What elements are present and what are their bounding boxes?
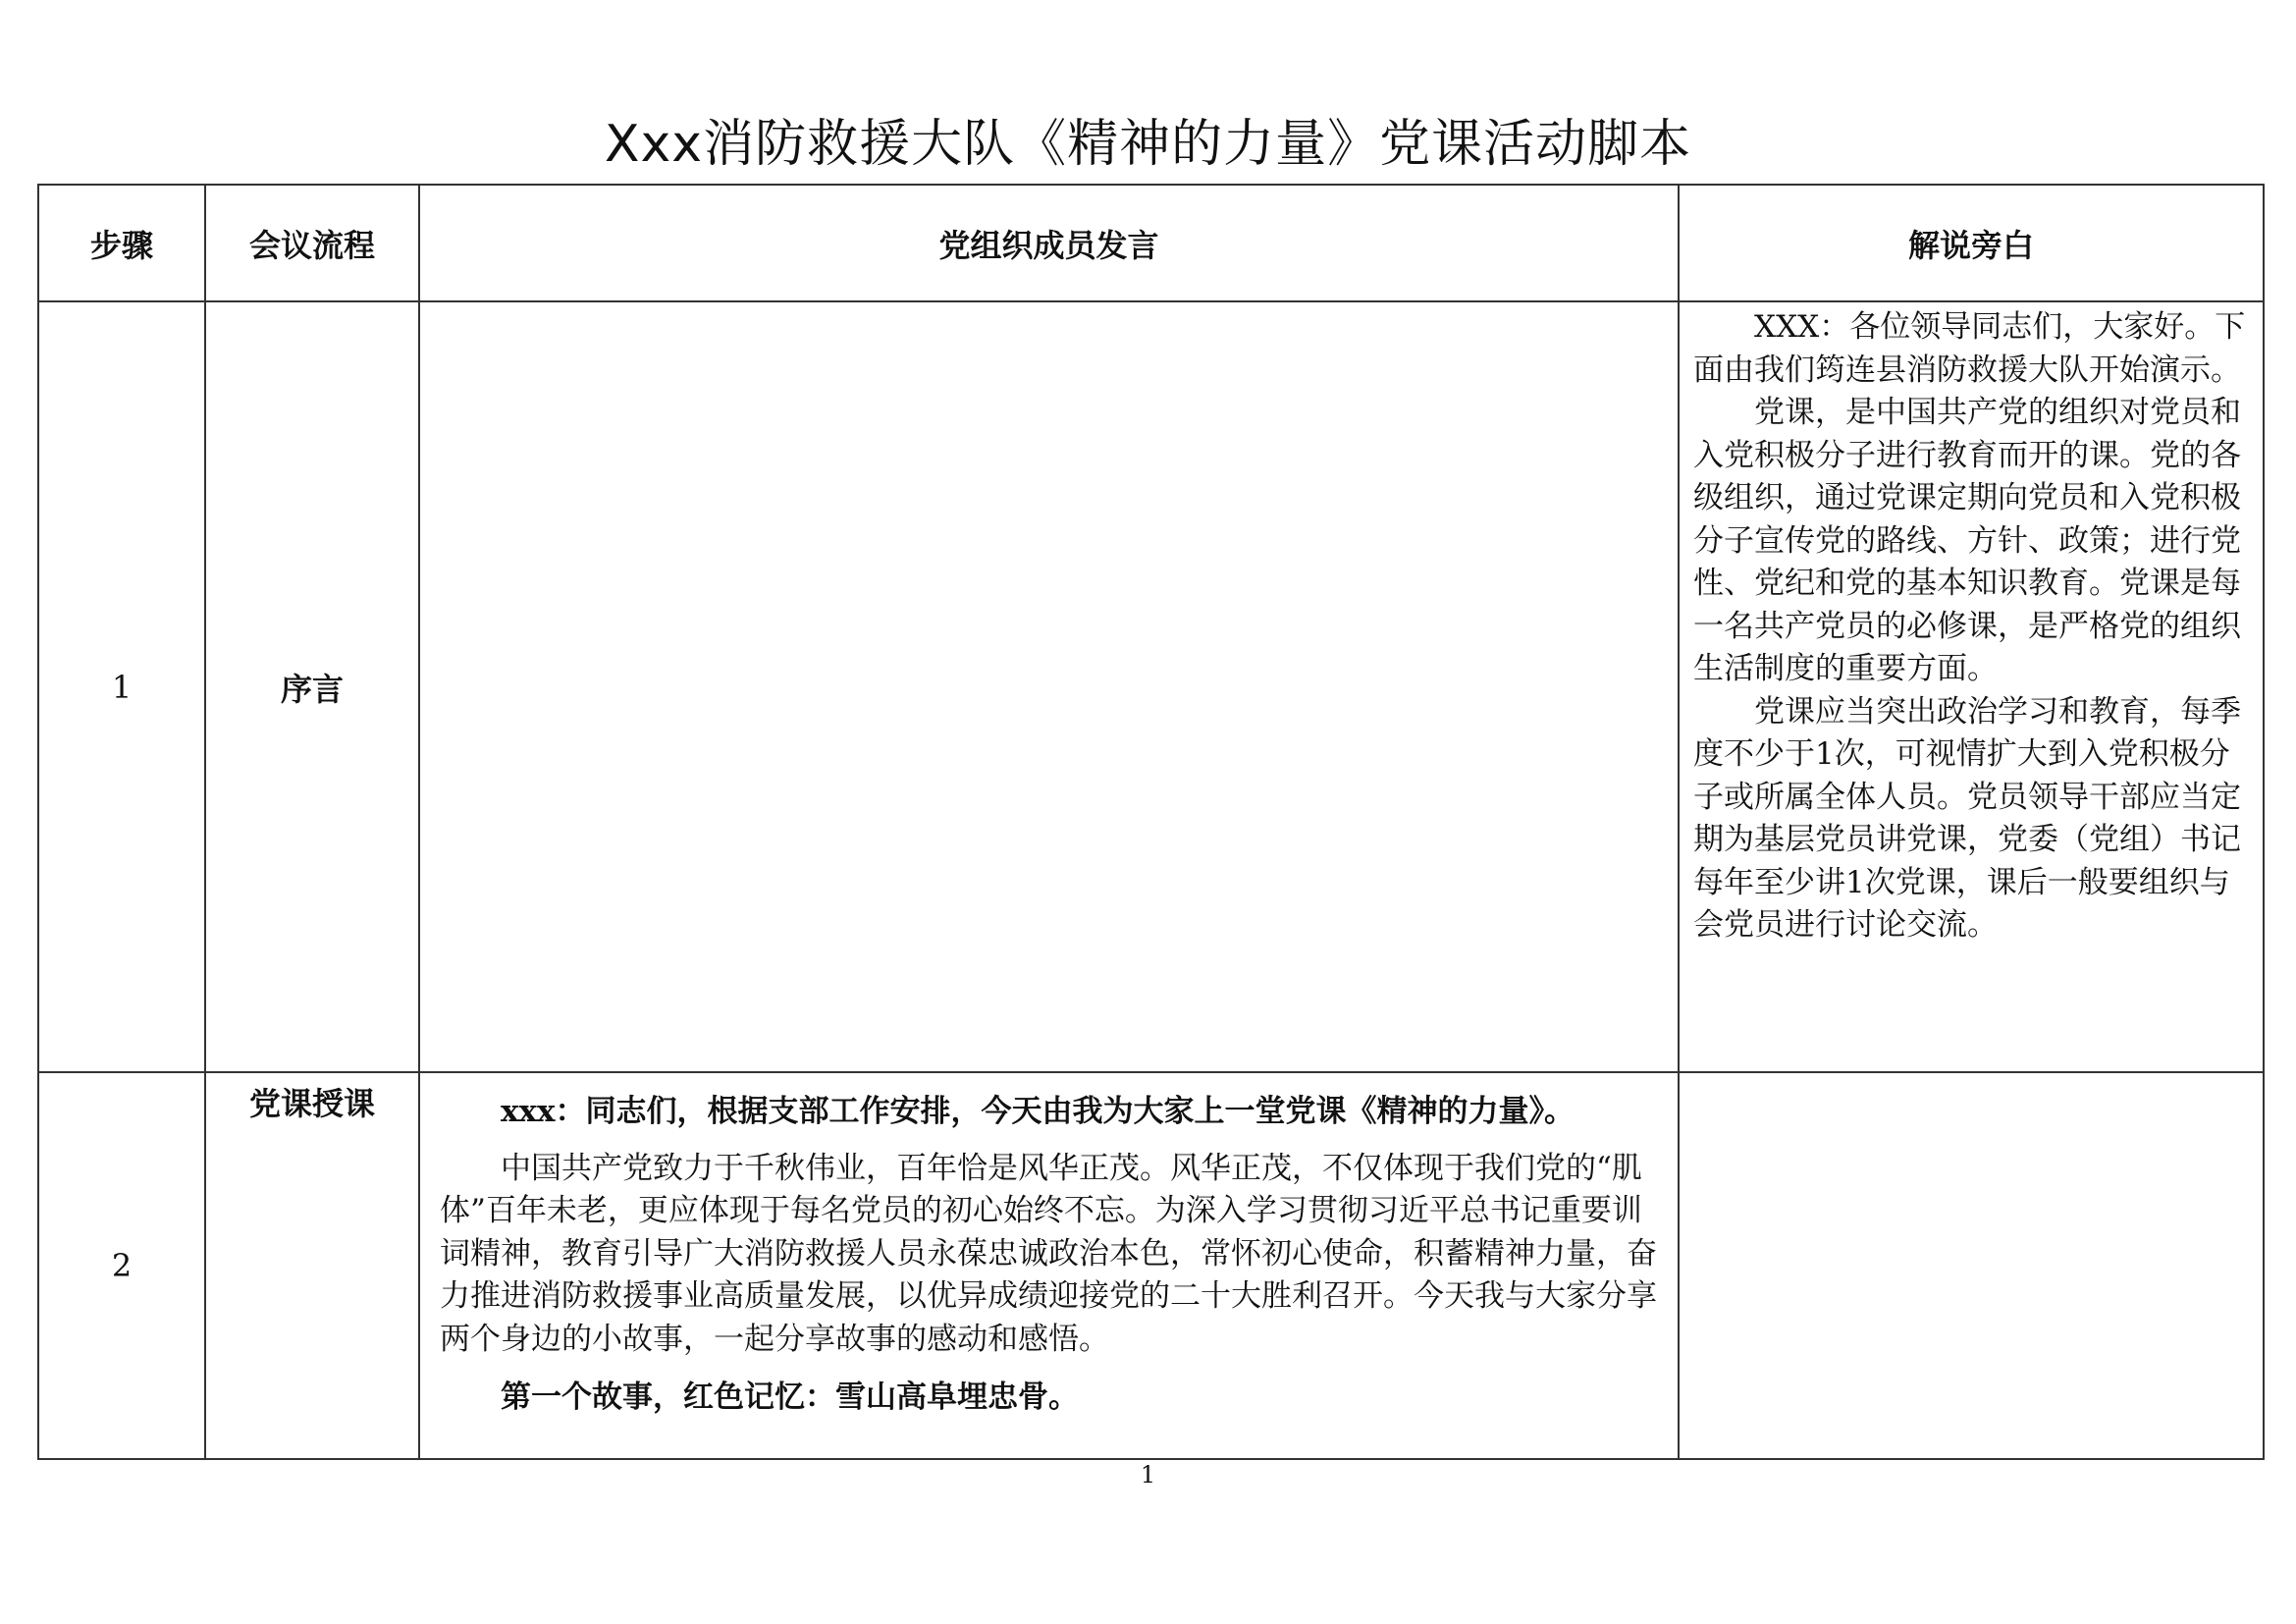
speech-story-heading: 第一个故事，红色记忆：雪山高阜埋忠骨。 bbox=[501, 1380, 1079, 1415]
header-narration: 解说旁白 bbox=[1679, 185, 2264, 301]
narration-paragraph: 党课应当突出政治学习和教育，每季度不少于1次，可视情扩大到入党积极分子或所属全体人员。党员领导干部应当定期为基层党员讲党课，党委（党组）书记每年至少讲1次党课，课后一般要组织与会党员进行讨论交流。 bbox=[1693, 693, 2241, 943]
page-number: 1 bbox=[1140, 1461, 1156, 1489]
narration-paragraph: XXX：各位领导同志们，大家好。下面由我们筠连县消防救援大队开始演示。 bbox=[1693, 309, 2246, 388]
header-process: 会议流程 bbox=[205, 185, 419, 301]
row-1-narration bbox=[1679, 301, 2264, 1072]
header-row bbox=[38, 185, 2264, 301]
row-2-speech bbox=[419, 1072, 1679, 1459]
header-step: 步骤 bbox=[38, 185, 205, 301]
row-2-step: 2 bbox=[38, 1072, 205, 1459]
row-2-narration bbox=[1679, 1072, 2264, 1459]
header-speech: 党组织成员发言 bbox=[419, 185, 1679, 301]
speech-body: 中国共产党致力于千秋伟业，百年恰是风华正茂。风华正茂，不仅体现于我们党的“肌体”百年未老，更应体现于每名党员的初心始终不忘。为深入学习贯彻习近平总书记重要训词精神，教育引导广大消防救援人员永葆忠诚政治本色，常怀初心使命，积蓄精神力量，奋力推进消防救援事业高质量发展，以优异成绩迎接党的二十大胜利召开。今天我与大家分享两个身边的小故事，一起分享故事的感动和感悟。 bbox=[440, 1150, 1657, 1357]
table-row bbox=[38, 301, 2264, 1072]
row-1-step: 1 bbox=[38, 301, 205, 1072]
row-2-process: 党课授课 bbox=[205, 1072, 419, 1459]
speech-lead: xxx：同志们，根据支部工作安排，今天由我为大家上一堂党课《精神的力量》。 bbox=[501, 1094, 1575, 1129]
row-1-speech bbox=[419, 301, 1679, 1072]
table-row bbox=[38, 1072, 2264, 1459]
row-1-process: 序言 bbox=[205, 301, 419, 1072]
narration-paragraph: 党课，是中国共产党的组织对党员和入党积极分子进行教育而开的课。党的各级组织，通过党课定期向党员和入党积极分子宣传党的路线、方针、政策；进行党性、党纪和党的基本知识教育。党课是每一名共产党员的必修课，是严格党的组织生活制度的重要方面。 bbox=[1693, 395, 2241, 686]
script-table bbox=[37, 184, 2265, 1460]
document-title: Xxx消防救援大队《精神的力量》党课活动脚本 bbox=[604, 115, 1692, 174]
